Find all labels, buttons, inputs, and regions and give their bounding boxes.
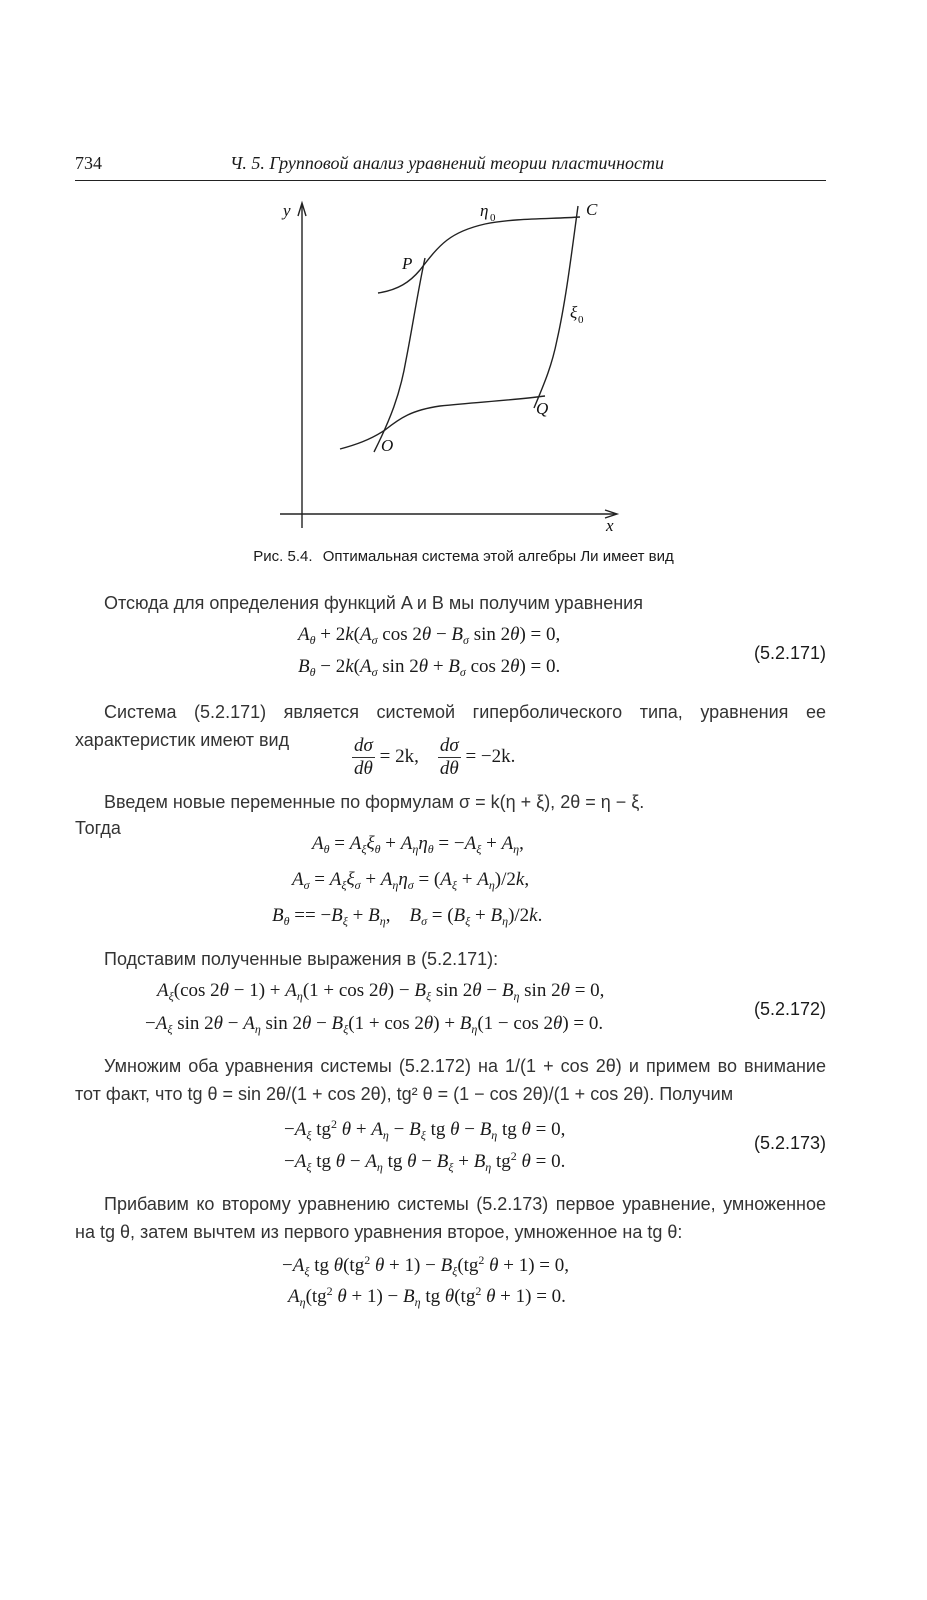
- label-xi0: ξ: [570, 303, 578, 322]
- label-eta0-sub: 0: [490, 212, 496, 224]
- paragraph-3a: Введем новые переменные по формулам σ = k(η + ξ), 2θ = η − ξ.: [104, 792, 645, 812]
- eq-172-line-2: $-A_\xi$ $\sin 2\theta - A_\eta$ $\sin 2\theta - B_\xi(1 + \cos 2\theta) + B_\eta(1 - \cos 2\theta) = 0$.: [145, 1013, 604, 1036]
- label-C: C: [586, 200, 598, 219]
- eq-a-sigma: $A_\sigma = A_\xi\xi_\sigma + A_\eta\eta_\sigma = (A_\xi + A_\eta)/2k$,: [292, 869, 530, 892]
- eq-171-line-2: $B_\theta - 2k(A_\sigma$ $\sin 2\theta + B_\sigma$ cos 2θ) = 0.: [298, 656, 561, 679]
- figure-characteristic-net: [0, 0, 927, 545]
- char-rhs-1: = 2k,: [379, 745, 419, 767]
- eq-172-number: (5.2.172): [753, 999, 826, 1019]
- running-title: Ч. 5. Групповой анализ уравнений теории пластичности: [230, 153, 664, 173]
- eq-173-number: (5.2.173): [753, 1133, 826, 1153]
- frac-dsigma-dtheta-2: $\frac{d\sigma}{d\theta}$: [439, 735, 459, 779]
- y-axis-label: y: [283, 201, 291, 220]
- paragraph-3b: Тогда: [75, 818, 121, 838]
- paragraph-5: Умножим оба уравнения системы (5.2.172) на 1/(1 + cos 2θ) и примем во внимание тот факт, что tg θ = sin 2θ/(1 + cos 2θ), tg² θ = (1 − cos 2θ)/(1 + cos 2θ). Получим: [75, 1056, 826, 1104]
- x-axis-label: x: [606, 516, 614, 535]
- curve-bottom: [340, 396, 545, 449]
- eq-characteristics: [352, 735, 515, 780]
- paragraph-2: Система (5.2.171) является системой гиперболического типа, уравнения ее характеристик имеют вид: [75, 702, 826, 750]
- eq-final-line-2: $A_\eta(tg^2$ $\theta + 1) - B_\eta$ tg $\theta(tg^2$ θ + 1) = 0.: [288, 1284, 566, 1309]
- eq-173-line-1: $-A_\xi$ $tg^2$ $\theta + A_\eta - B_\xi$ tg $\theta - B_\eta$ tg θ = 0,: [284, 1117, 566, 1142]
- eq-b-theta-sigma: $B_\theta == -B_\xi + B_\eta$, $B_\sigma = (B_\xi + B_\eta)/2k$.: [272, 905, 543, 928]
- caption-text: Оптимальная система этой алгебры Ли имеет вид: [322, 548, 674, 565]
- paragraph-1: Отсюда для определения функций A и B мы получим уравнения: [104, 593, 643, 613]
- label-P: P: [402, 254, 413, 273]
- eq-172-line-1: $A_\xi(\cos$ $2\theta - 1) + A_\eta(1 + \cos 2\theta) - B_\xi$ $\sin 2\theta - B_\eta$ sin 2θ = 0,: [157, 980, 605, 1003]
- eq-final-line-1: $-A_\xi$ tg $\theta(tg^2$ $\theta + 1) - B_\xi(tg^2$ θ + 1) = 0,: [282, 1253, 570, 1278]
- figure-caption: [0, 548, 927, 565]
- eq-a-theta: $A_\theta = A_\xi\xi_\theta + A_\eta\eta_\theta = -A_\xi + A_\eta$,: [312, 833, 524, 856]
- label-O: O: [381, 436, 394, 455]
- caption-label: Рис. 5.4.: [253, 548, 313, 565]
- label-Q: Q: [536, 399, 549, 418]
- label-xi0-sub: 0: [578, 314, 584, 326]
- frac-dsigma-dtheta-1: $\frac{d\sigma}{d\theta}$: [354, 735, 373, 779]
- label-eta0: η: [480, 201, 489, 220]
- eq-171-number: (5.2.171): [753, 643, 826, 663]
- eq-173-line-2: $-A_\xi$ tg $\theta - A_\eta$ tg $\theta - B_\xi + B_\eta$ $tg^2$ θ = 0.: [284, 1149, 566, 1174]
- page-number: 734: [75, 153, 102, 173]
- paragraph-6: Прибавим ко второму уравнению системы (5.2.173) первое уравнение, умноженное на tg θ, затем вычтем из первого уравнения второе, умноженное на tg θ:: [75, 1194, 826, 1242]
- paragraph-4: Подставим полученные выражения в (5.2.171):: [104, 949, 499, 969]
- char-rhs-2: = −2k.: [465, 745, 516, 767]
- eq-171-line-1: $A_\theta + 2k(A_\sigma$ $\cos 2\theta - B_\sigma$ sin 2θ) = 0,: [298, 624, 561, 647]
